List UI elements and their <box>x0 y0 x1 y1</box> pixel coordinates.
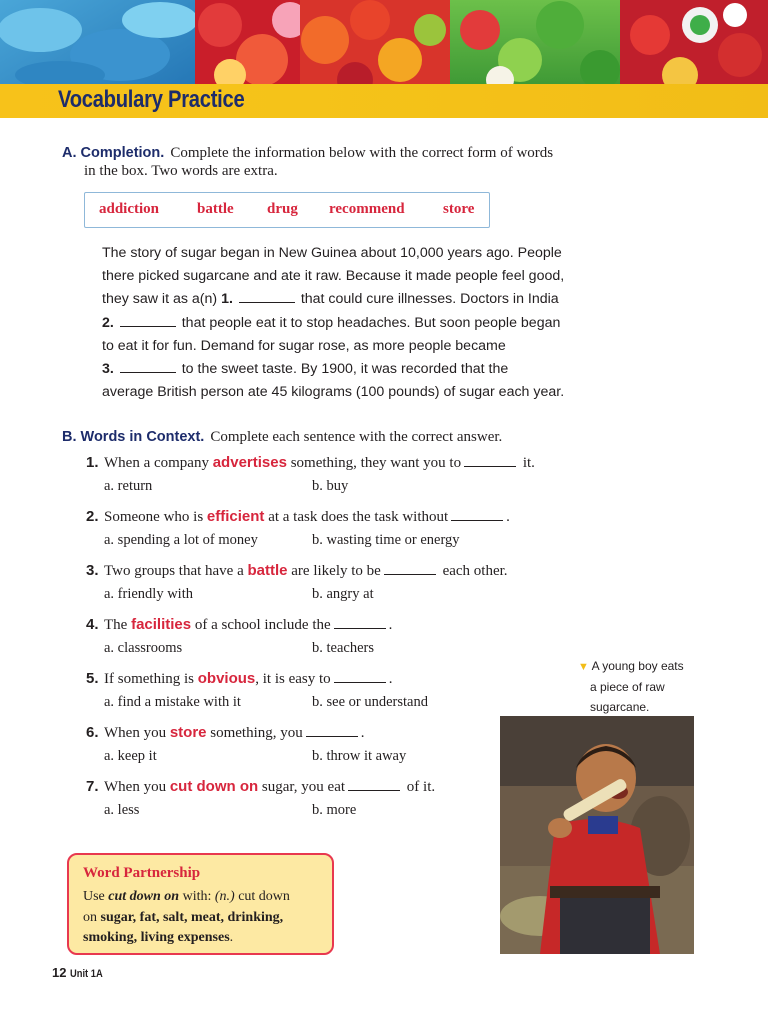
caption-line: a piece of raw <box>590 680 665 694</box>
photo-caption <box>578 656 698 717</box>
story-line <box>102 381 582 404</box>
option-a[interactable]: a. spending a lot of money <box>104 532 258 548</box>
question-keyword: obvious <box>197 670 256 687</box>
answer-blank[interactable] <box>334 628 386 629</box>
question-keyword: facilities <box>131 616 192 633</box>
unit-label: Unit 1A <box>70 968 104 980</box>
question-text: When you <box>104 725 170 741</box>
option-b[interactable]: b. buy <box>312 478 349 494</box>
blank-number: 2. <box>102 314 114 331</box>
wp-items: smoking, living expenses <box>83 930 230 945</box>
option-a[interactable]: a. less <box>104 802 140 818</box>
word-box-item: store <box>443 201 475 217</box>
question-7 <box>86 778 435 796</box>
question-keyword: battle <box>247 562 288 579</box>
wp-pos: (n.) <box>214 889 235 904</box>
story-text: to the sweet taste. By 1900, it was recorded that the <box>177 361 509 378</box>
page-footer <box>52 965 109 980</box>
question-text: The <box>104 617 132 633</box>
question-6 <box>86 724 365 742</box>
section-b-instruction: Complete each sentence with the correct answer. <box>210 429 503 445</box>
word-box-item: battle <box>197 201 234 217</box>
option-a[interactable]: a. friendly with <box>104 586 193 602</box>
word-partnership-title: Word Partnership <box>83 865 201 881</box>
question-text: it. <box>519 455 535 471</box>
story-text: to eat it for fun. Demand for sugar rose, as more people became <box>102 337 506 354</box>
wp-text: on <box>83 909 101 925</box>
section-b-label: B. Words in Context. <box>62 429 205 445</box>
question-text: , it is easy to <box>255 671 331 687</box>
section-a-heading <box>62 143 553 163</box>
option-b[interactable]: b. angry at <box>312 586 374 602</box>
question-4 <box>86 616 392 634</box>
boy-eating-sugarcane-photo <box>500 716 694 954</box>
caption-line: A young boy eats <box>591 659 684 673</box>
option-b[interactable]: b. teachers <box>312 640 374 656</box>
option-b[interactable]: b. more <box>312 802 357 818</box>
question-number: 1. <box>86 454 99 471</box>
question-number: 4. <box>86 616 99 633</box>
story-text: they saw it as a(n) <box>102 291 222 308</box>
section-a-instruction: Complete the information below with the correct form of words <box>170 145 554 161</box>
question-number: 6. <box>86 724 99 741</box>
option-b[interactable]: b. see or understand <box>312 694 428 710</box>
word-box-item: addiction <box>99 201 160 217</box>
story-line <box>102 312 582 335</box>
question-keyword: cut down on <box>169 778 259 795</box>
option-a[interactable]: a. return <box>104 478 153 494</box>
question-text: something, they want you to <box>286 455 462 471</box>
answer-blank-3[interactable] <box>120 372 176 373</box>
question-text: . <box>388 671 393 687</box>
answer-blank[interactable] <box>464 466 516 467</box>
question-number: 2. <box>86 508 99 525</box>
question-text: . <box>360 725 365 741</box>
question-text: When you <box>104 779 170 795</box>
caption-arrow-icon: ▼ <box>578 661 589 673</box>
wp-items: sugar, fat, salt, meat, drinking, <box>100 909 284 925</box>
option-a[interactable]: a. find a mistake with it <box>104 694 241 710</box>
story-line <box>102 242 582 265</box>
story-line <box>102 358 582 381</box>
question-number: 5. <box>86 670 99 687</box>
question-text: If something is <box>104 671 198 687</box>
question-text: . <box>388 617 393 633</box>
word-box <box>84 192 490 228</box>
question-text: are likely to be <box>287 563 381 579</box>
answer-blank[interactable] <box>306 736 358 737</box>
blank-number: 1. <box>221 291 233 308</box>
question-text: of it. <box>403 779 436 795</box>
question-2 <box>86 508 510 526</box>
story-line <box>102 335 582 358</box>
question-number: 7. <box>86 778 99 795</box>
answer-blank[interactable] <box>451 520 503 521</box>
wp-phrase: cut down on <box>108 889 180 904</box>
answer-blank-1[interactable] <box>239 302 295 303</box>
option-b[interactable]: b. wasting time or energy <box>312 532 460 548</box>
story-text: that people eat it to stop headaches. But soon people began <box>177 314 561 331</box>
blank-number: 3. <box>102 361 114 378</box>
section-a-instruction-line2: in the box. Two words are extra. <box>84 163 278 179</box>
wp-text: Use <box>83 889 109 904</box>
question-text: sugar, you eat <box>258 779 346 795</box>
story-line <box>102 288 582 311</box>
section-a-label: A. Completion. <box>62 145 165 161</box>
wp-text: . <box>229 930 234 945</box>
question-text: . <box>506 509 510 525</box>
question-text: of a school include the <box>191 617 331 633</box>
wp-text: cut down <box>234 889 290 904</box>
word-box-item: recommend <box>329 201 405 217</box>
question-keyword: store <box>169 724 207 741</box>
question-keyword: advertises <box>212 454 287 471</box>
option-a[interactable]: a. classrooms <box>104 640 183 656</box>
question-text: Two groups that have a <box>104 563 248 579</box>
caption-line: sugarcane. <box>590 700 650 714</box>
question-number: 3. <box>86 562 99 579</box>
wp-text: with: <box>179 889 215 904</box>
story-text: average British person ate 45 kilograms (100 pounds) of sugar each year. <box>102 384 565 401</box>
word-partnership-box <box>67 853 334 955</box>
story-text: The story of sugar began in New Guinea about 10,000 years ago. People <box>102 245 562 261</box>
word-partnership-text <box>83 887 328 949</box>
answer-blank[interactable] <box>334 682 386 683</box>
section-b-heading <box>62 427 502 447</box>
question-text: at a task does the task without <box>264 509 449 525</box>
word-box-item: drug <box>267 201 298 217</box>
page-number: 12 <box>52 965 67 980</box>
question-text: When a company <box>104 455 213 471</box>
question-keyword: efficient <box>206 508 265 525</box>
answer-blank[interactable] <box>384 574 436 575</box>
option-b[interactable]: b. throw it away <box>312 748 407 764</box>
story-text: there picked sugarcane and ate it raw. Because it made people feel good, <box>102 268 565 285</box>
question-text: Someone who is <box>104 509 207 525</box>
question-5 <box>86 670 392 688</box>
question-1 <box>86 454 535 472</box>
page-title: Vocabulary Practice <box>58 86 245 113</box>
answer-blank-2[interactable] <box>120 326 176 327</box>
question-text: each other. <box>438 563 508 579</box>
question-text: something, you <box>206 725 303 741</box>
story-passage <box>102 242 582 404</box>
question-3 <box>86 562 508 580</box>
story-line <box>102 265 582 288</box>
answer-blank[interactable] <box>348 790 400 791</box>
option-a[interactable]: a. keep it <box>104 748 157 764</box>
story-text: that could cure illnesses. Doctors in India <box>296 291 559 308</box>
